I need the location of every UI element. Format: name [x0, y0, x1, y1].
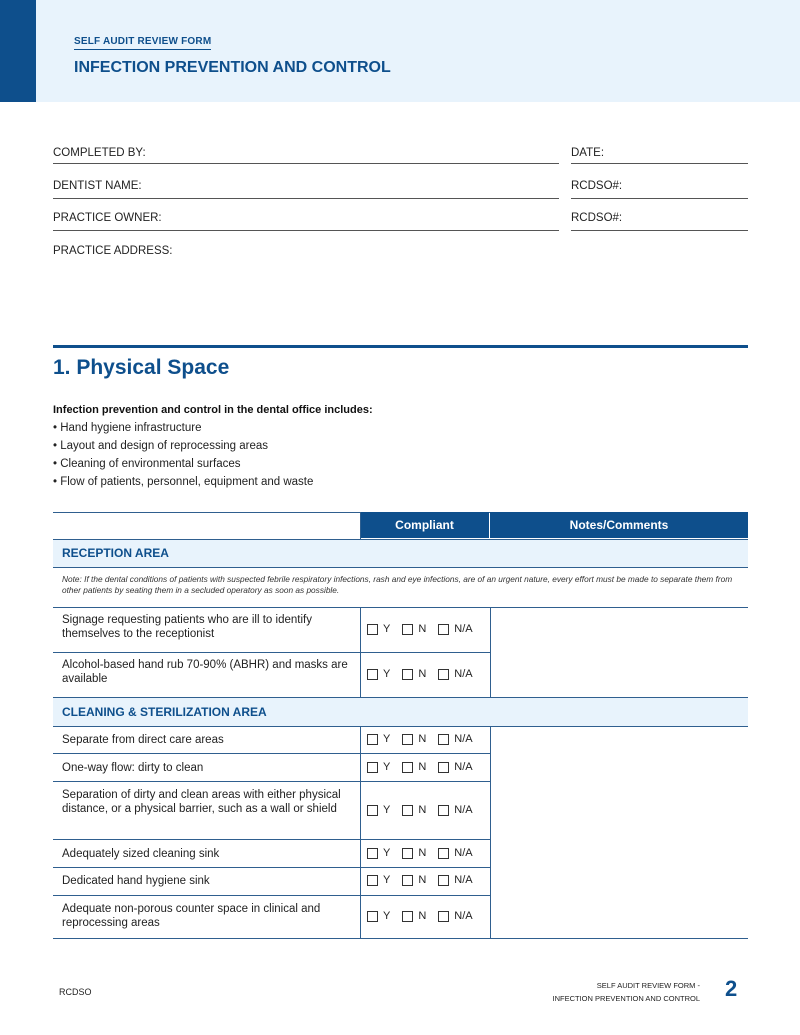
checklist-item: Signage requesting patients who are ill to identify themselves to the receptionist — [62, 614, 312, 640]
checkbox-icon[interactable] — [367, 805, 378, 816]
option-y[interactable]: Y — [367, 761, 390, 773]
option-n[interactable]: N — [402, 623, 426, 635]
bullet-item: • Cleaning of environmental surfaces — [53, 458, 241, 470]
checklist-item: Separation of dirty and clean areas with either physical distance, or a physical barrier, such as a wall or shield — [62, 789, 341, 815]
table-rule — [53, 697, 748, 698]
checkbox-icon[interactable] — [438, 734, 449, 745]
rcdso-owner-label: RCDSO#: — [571, 212, 623, 224]
bullet-item: • Flow of patients, personnel, equipment and waste — [53, 476, 314, 488]
checkbox-icon[interactable] — [367, 624, 378, 635]
bullet-item: • Hand hygiene infrastructure — [53, 422, 202, 434]
checkbox-icon[interactable] — [367, 762, 378, 773]
yn-options — [367, 910, 485, 922]
cleaning-area-row — [53, 697, 748, 726]
checkbox-icon[interactable] — [402, 805, 413, 816]
option-na[interactable]: N/A — [438, 847, 472, 859]
checkbox-icon[interactable] — [367, 848, 378, 859]
table-rule — [53, 539, 748, 540]
date-label: DATE: — [571, 147, 605, 159]
yn-options — [367, 874, 485, 886]
footer-org: RCDSO — [59, 987, 92, 997]
checkbox-icon[interactable] — [402, 669, 413, 680]
checklist-item: Adequately sized cleaning sink — [62, 848, 220, 860]
checkbox-icon[interactable] — [367, 911, 378, 922]
option-n[interactable]: N — [402, 668, 426, 680]
option-y[interactable]: Y — [367, 623, 390, 635]
option-n[interactable]: N — [402, 910, 426, 922]
checkbox-icon[interactable] — [438, 875, 449, 886]
checklist-item: One-way flow: dirty to clean — [62, 762, 204, 774]
form-title: INFECTION PREVENTION AND CONTROL — [74, 59, 391, 76]
footer-doc-title: SELF AUDIT REVIEW FORM - INFECTION PREVENTION AND CONTROL — [552, 981, 700, 1003]
option-y[interactable]: Y — [367, 804, 390, 816]
checklist-item: Dedicated hand hygiene sink — [62, 875, 210, 887]
checklist-item: Adequate non-porous counter space in clinical and reprocessing areas — [62, 903, 321, 929]
header-accent-bar — [0, 0, 36, 102]
checklist-item: Alcohol-based hand rub 70-90% (ABHR) and masks are available — [62, 659, 348, 685]
option-n[interactable]: N — [402, 804, 426, 816]
notes-header: Notes/Comments — [490, 512, 748, 538]
option-na[interactable]: N/A — [438, 761, 472, 773]
table-rule — [53, 895, 490, 896]
completed-by-label: COMPLETED BY: — [53, 147, 146, 159]
yn-options — [367, 847, 485, 859]
option-na[interactable]: N/A — [438, 668, 472, 680]
bullet-item: • Layout and design of reprocessing areas — [53, 440, 268, 452]
option-na[interactable]: N/A — [438, 804, 472, 816]
table-rule — [53, 781, 490, 782]
reception-notes-field[interactable] — [491, 608, 748, 697]
checkbox-icon[interactable] — [438, 669, 449, 680]
checkbox-icon[interactable] — [402, 624, 413, 635]
option-na[interactable]: N/A — [438, 910, 472, 922]
option-y[interactable]: Y — [367, 910, 390, 922]
checkbox-icon[interactable] — [438, 624, 449, 635]
date-field[interactable] — [571, 163, 748, 164]
practice-owner-field[interactable] — [53, 230, 559, 231]
table-rule — [53, 867, 490, 868]
table-rule — [53, 839, 490, 840]
reception-note: Note: If the dental conditions of patients with suspected febrile respiratory infections, rash and eye infections, are of an urgent nature, every effort must be made to separate them from other patients by seating them in a secluded operatory as soon as possible. — [62, 574, 733, 595]
practice-owner-label: PRACTICE OWNER: — [53, 212, 162, 224]
option-n[interactable]: N — [402, 761, 426, 773]
checkbox-icon[interactable] — [438, 911, 449, 922]
rcdso-field[interactable] — [571, 198, 748, 199]
option-y[interactable]: Y — [367, 874, 390, 886]
table-rule — [53, 753, 490, 754]
table-rule — [53, 938, 748, 939]
checkbox-icon[interactable] — [402, 875, 413, 886]
form-subtitle: SELF AUDIT REVIEW FORM — [74, 36, 211, 50]
dentist-name-label: DENTIST NAME: — [53, 180, 142, 192]
checkbox-icon[interactable] — [438, 805, 449, 816]
yn-options — [367, 761, 485, 773]
practice-address-label: PRACTICE ADDRESS: — [53, 245, 173, 257]
dentist-name-field[interactable] — [53, 198, 559, 199]
section-title: 1. Physical Space — [53, 356, 230, 379]
checkbox-icon[interactable] — [402, 848, 413, 859]
option-na[interactable]: N/A — [438, 623, 472, 635]
option-y[interactable]: Y — [367, 847, 390, 859]
yn-options — [367, 668, 485, 680]
option-y[interactable]: Y — [367, 668, 390, 680]
yn-options — [367, 804, 485, 816]
yn-options — [367, 733, 485, 745]
checkbox-icon[interactable] — [402, 734, 413, 745]
checklist-item: Separate from direct care areas — [62, 734, 224, 746]
checkbox-icon[interactable] — [438, 848, 449, 859]
completed-by-field[interactable] — [53, 163, 559, 164]
cleaning-notes-field[interactable] — [491, 727, 748, 938]
option-n[interactable]: N — [402, 874, 426, 886]
option-y[interactable]: Y — [367, 733, 390, 745]
checkbox-icon[interactable] — [402, 762, 413, 773]
column-divider — [360, 512, 361, 539]
checkbox-icon[interactable] — [438, 762, 449, 773]
column-divider — [360, 726, 361, 938]
checkbox-icon[interactable] — [367, 734, 378, 745]
cleaning-area-label: CLEANING & STERILIZATION AREA — [62, 705, 267, 719]
compliant-header: Compliant — [360, 512, 489, 538]
checkbox-icon[interactable] — [402, 911, 413, 922]
section-divider — [53, 345, 748, 348]
page-number: 2 — [725, 976, 738, 1001]
column-divider — [360, 607, 361, 697]
rcdso-label: RCDSO#: — [571, 180, 623, 192]
option-n[interactable]: N — [402, 847, 426, 859]
checkbox-icon[interactable] — [367, 875, 378, 886]
option-na[interactable]: N/A — [438, 733, 472, 745]
option-n[interactable]: N — [402, 733, 426, 745]
section-intro: Infection prevention and control in the dental office includes: — [53, 404, 373, 416]
table-rule — [53, 652, 490, 653]
yn-options — [367, 623, 485, 635]
table-rule — [53, 567, 748, 568]
header-band — [0, 0, 800, 102]
option-na[interactable]: N/A — [438, 874, 472, 886]
reception-area-label: RECEPTION AREA — [62, 546, 169, 560]
rcdso-owner-field[interactable] — [571, 230, 748, 231]
reception-area-row — [53, 539, 748, 567]
checkbox-icon[interactable] — [367, 669, 378, 680]
